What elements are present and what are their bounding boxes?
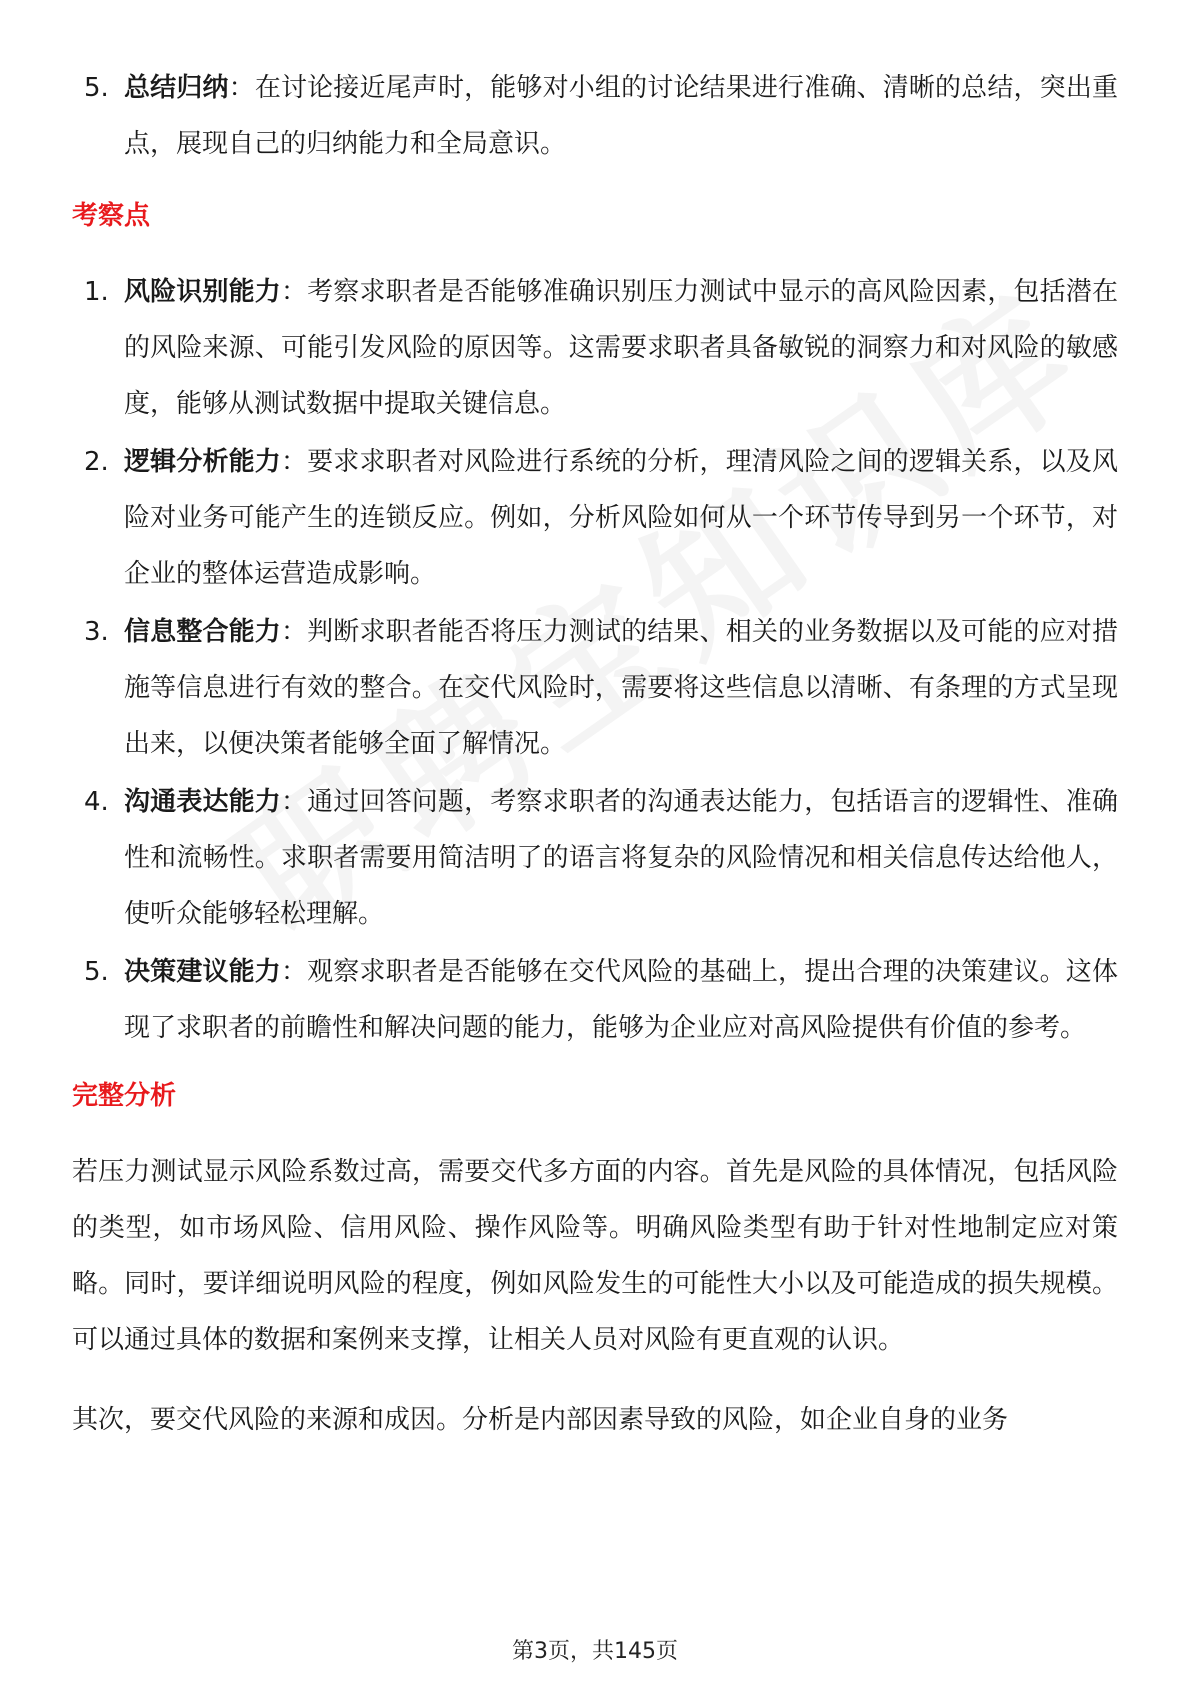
list-text: ：判断求职者能否将压力测试的结果、相关的业务数据以及可能的应对措施等信息进行有效的整合。在交代风险时，需要将这些信息以清晰、有条理的方式呈现出来，以便决策者能够全面了解情况。 (124, 617, 1118, 759)
analysis-paragraph: 其次，要交代风险的来源和成因。分析是内部因素导致的风险，如企业自身的业务 (72, 1405, 1009, 1435)
list-item (72, 434, 1118, 602)
list-item (72, 604, 1118, 772)
list-number: 1. (84, 277, 109, 307)
list-text: ：观察求职者是否能够在交代风险的基础上，提出合理的决策建议。这体现了求职者的前瞻性和解决问题的能力，能够为企业应对高风险提供有价值的参考。 (124, 957, 1118, 1043)
section-heading-assessment: 考察点 (72, 201, 151, 231)
section-heading-analysis: 完整分析 (72, 1081, 177, 1111)
assessment-list (72, 264, 1118, 1056)
list-item-summary (72, 60, 1118, 172)
list-item (72, 264, 1118, 432)
list-number: 2. (84, 447, 109, 477)
list-term: 决策建议能力 (124, 957, 281, 987)
list-text: ：考察求职者是否能够准确识别压力测试中显示的高风险因素，包括潜在的风险来源、可能引发风险的原因等。这需要求职者具备敏锐的洞察力和对风险的敏感度，能够从测试数据中提取关键信息。 (124, 277, 1118, 419)
list-term: 风险识别能力 (124, 277, 281, 307)
page-footer: 第3页，共145页 (512, 1639, 678, 1664)
list-item (72, 944, 1118, 1056)
list-number: 4. (84, 787, 109, 817)
list-number: 5. (84, 957, 109, 987)
list-term: 沟通表达能力 (124, 787, 281, 817)
list-term: 总结归纳 (124, 73, 229, 103)
analysis-paragraph: 若压力测试显示风险系数过高，需要交代多方面的内容。首先是风险的具体情况，包括风险的类型，如市场风险、信用风险、操作风险等。明确风险类型有助于针对性地制定应对策略。同时，要详细说明风险的程度，例如风险发生的可能性大小以及可能造成的损失规模。可以通过具体的数据和案例来支撑，让相关人员对风险有更直观的认识。 (72, 1157, 1118, 1355)
list-term: 逻辑分析能力 (124, 447, 281, 477)
list-number: 5. (84, 73, 109, 103)
list-text: ：在讨论接近尾声时，能够对小组的讨论结果进行准确、清晰的总结，突出重点，展现自己的归纳能力和全局意识。 (124, 73, 1118, 159)
list-text: ：要求求职者对风险进行系统的分析，理清风险之间的逻辑关系，以及风险对业务可能产生的连锁反应。例如，分析风险如何从一个环节传导到另一个环节，对企业的整体运营造成影响。 (124, 447, 1118, 589)
list-number: 3. (84, 617, 109, 647)
list-text: ：通过回答问题，考察求职者的沟通表达能力，包括语言的逻辑性、准确性和流畅性。求职者需要用简洁明了的语言将复杂的风险情况和相关信息传达给他人，使听众能够轻松理解。 (124, 787, 1118, 929)
document-content (72, 60, 1118, 1448)
list-term: 信息整合能力 (124, 617, 281, 647)
list-item (72, 774, 1118, 942)
